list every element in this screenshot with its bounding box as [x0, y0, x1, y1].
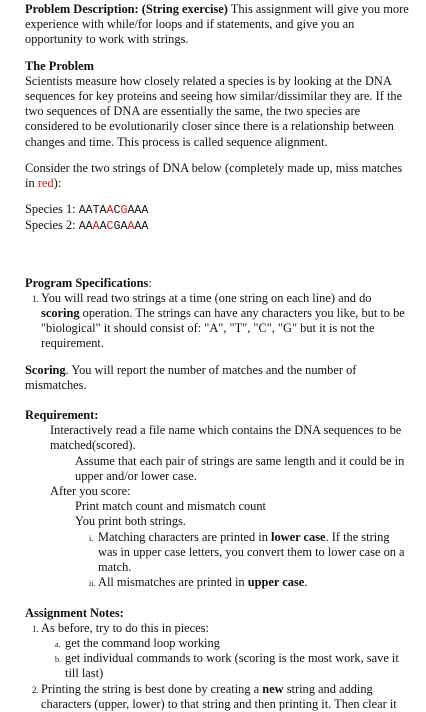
- notes-sub-a-number: a.: [55, 639, 61, 649]
- specs-item-1: [25, 291, 410, 352]
- match-base: AA: [134, 220, 149, 234]
- mismatch-base: C: [106, 220, 114, 234]
- specs-heading-text: Program Specifications: [25, 275, 149, 290]
- specs-heading: [25, 276, 410, 291]
- match-base: AAA: [127, 204, 149, 218]
- species-2-line: [25, 218, 410, 234]
- document-page: [25, 2, 410, 712]
- notes-item-2-number: 2.: [32, 684, 39, 695]
- mismatch-base: A: [106, 204, 114, 218]
- sub-2-text-a: All mismatches are printed in: [98, 575, 248, 590]
- notes-item-2-bold: new: [262, 681, 284, 696]
- sub-1-text-a: Matching characters are printed in: [98, 529, 272, 544]
- specs-item-text-a: You will read two strings at a time (one string on each line) and do: [41, 290, 372, 305]
- match-base: C: [113, 204, 121, 218]
- requirement-line-1: Interactively read a file name which contains the DNA sequences to be matched(scored).: [50, 423, 402, 453]
- notes-sub-a: [51, 636, 410, 651]
- notes-sub-b-number: b.: [55, 655, 61, 665]
- match-base: GA: [113, 220, 128, 234]
- requirement-line-2: Assume that each pair of strings are same length and it could be in upper and/or lower case.: [75, 453, 405, 483]
- requirement-after: After you score:: [50, 484, 131, 499]
- scoring-text: . You will report the number of matches and the number of mismatches.: [25, 362, 357, 392]
- requirement-sub-2: [83, 575, 410, 590]
- sub-1-bold: lower case: [271, 529, 326, 544]
- requirement-print-1: Print match count and mismatch count: [75, 499, 266, 514]
- sub-1-text-b: . If the string was in upper case letters, you convert them to lower case on a match.: [98, 529, 405, 575]
- problem-description: [25, 2, 410, 48]
- sub-2-bold: upper case: [247, 575, 305, 590]
- species-2-label: Species 2:: [25, 218, 79, 233]
- problem-label: Problem Description: (String exercise): [25, 2, 228, 16]
- requirement-print-2: You print both strings.: [75, 514, 186, 529]
- specs-item-text-b: operation. The strings can have any characters you like, but to be "biological" it should consist of: "A", "T", "C", "G" but it is not the requirement.: [41, 306, 405, 351]
- notes-sub-b-text: get individual commands to work (scoring is the most work, save it till last): [65, 651, 399, 681]
- species-1-label: Species 1:: [25, 202, 79, 217]
- specs-heading-suffix: :: [148, 275, 152, 290]
- the-problem-text: Scientists measure how closely related a species is by looking at the DNA sequences for key proteins and seeing how similar/dissimilar they are. If the two sequences of DNA are essentially the same, the two species are considered to be evolutionarily closer since there is a relationship between changes and time. This process is called sequence alignment.: [25, 73, 403, 149]
- notes-item-2: [25, 682, 410, 712]
- sub-2-text-b: .: [304, 575, 308, 590]
- sub-1-number: i.: [89, 533, 94, 543]
- specs-item-number: 1.: [32, 293, 39, 304]
- mismatch-base: A: [92, 220, 100, 234]
- match-base: AA: [78, 220, 93, 234]
- species-2-sequence: [79, 220, 149, 233]
- notes-item-1-number: 1.: [32, 623, 39, 634]
- scoring-label: Scoring: [25, 362, 66, 377]
- specs-item-bold: scoring: [41, 306, 80, 321]
- notes-item-1-text: As before, try to do this in pieces:: [41, 620, 209, 635]
- match-base: AATA: [78, 204, 107, 218]
- species-1-sequence: [79, 204, 149, 217]
- species-1-line: [25, 202, 410, 218]
- consider-after: ):: [53, 176, 62, 191]
- mismatch-base: A: [127, 220, 135, 234]
- notes-sub-b: [51, 651, 410, 681]
- notes-item-2-text-b: string and adding characters (upper, lower) to that string and then printing it. Then clear it: [41, 681, 397, 711]
- requirement-sub-1: [83, 530, 410, 576]
- mismatch-base: G: [120, 204, 128, 218]
- consider-red-word: red: [37, 176, 54, 191]
- notes-item-1: [25, 621, 410, 682]
- match-base: A: [99, 220, 107, 234]
- the-problem-heading: The Problem: [25, 58, 94, 73]
- consider-text: [25, 161, 410, 191]
- problem-text: This assignment will give you more experience with while/for loops and if statements, and give you an opportunity to work with strings.: [25, 2, 409, 47]
- requirement-heading: Requirement:: [25, 408, 99, 423]
- scoring-paragraph: [25, 363, 410, 393]
- notes-heading: Assignment Notes:: [25, 605, 124, 620]
- consider-before: Consider the two strings of DNA below (completely made up, miss matches in: [25, 160, 403, 191]
- notes-item-2-text-a: Printing the string is best done by creating a: [41, 681, 263, 696]
- sub-2-number: ii.: [89, 579, 96, 589]
- notes-sub-a-text: get the command loop working: [65, 635, 220, 650]
